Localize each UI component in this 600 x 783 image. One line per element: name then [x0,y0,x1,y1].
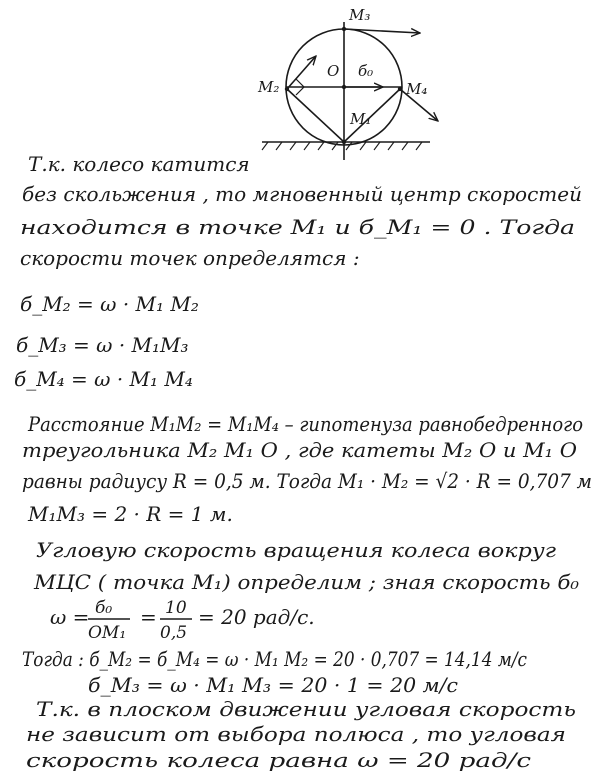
text-line-2: без скольжения , то мгновенный центр скоростей [22,182,582,206]
point-o [342,85,346,89]
fraction-2-numerator: 10 [165,598,187,618]
text-line-1: Т.к. колесо катится [28,152,250,176]
equals-sign: = [140,605,157,629]
label-m4: M₄ [406,80,428,98]
label-v0: б₀ [358,62,374,80]
equation-v-m2: б_M₂ = ω · M₁ M₂ [20,292,199,316]
text-line-9: Угловую скорость вращения колеса вокруг [36,538,556,562]
ground-hatching [262,142,422,150]
text-line-8: M₁M₃ = 2 · R = 1 м. [28,502,233,526]
text-line-7: равны радиусу R = 0,5 м. Тогда M₁ · M₂ = √2 · R = 0,707 м [22,469,592,493]
equation-v-m3: б_M₃ = ω · M₁M₃ [16,333,189,357]
m1-m2-line [287,89,344,142]
text-line-12: б_M₃ = ω · M₁ M₃ = 20 · 1 = 20 м/с [88,673,458,697]
text-line-3: находится в точке M₁ и б_M₁ = 0 . Тогда [20,215,575,239]
fraction-2-denominator: 0,5 [160,623,188,643]
text-line-14: не зависит от выбора полюса , то угловая [26,722,566,746]
wheel-diagram [257,6,438,160]
text-line-6: треугольника M₂ M₁ O , где катеты M₂ O и M₁ O [22,438,577,462]
label-o: O [327,62,340,80]
label-m3: M₃ [349,6,371,24]
equation-v-m4: б_M₄ = ω · M₁ M₄ [14,367,193,391]
fraction-1-denominator: OM₁ [88,623,127,643]
text-line-15: скорость колеса равна ω = 20 рад/с [26,748,531,772]
velocity-m3-arrow [344,29,420,33]
label-m2: M₂ [258,78,280,96]
text-line-4: скорости точек определятся : [20,246,360,270]
point-m3 [342,27,346,31]
omega-lhs: ω = [50,605,90,629]
text-line-10: МЦС ( точка M₁) определим ; зная скорость б₀ [32,570,580,594]
point-m4 [398,87,402,91]
label-m1: M₁ [350,110,372,128]
text-line-13: Т.к. в плоском движении угловая скорость [36,697,576,721]
omega-result: = 20 рад/с. [198,605,315,629]
point-m2 [285,87,289,91]
text-line-5: Расстояние M₁M₂ = M₁M₄ – гипотенуза равнобедренного [27,412,583,436]
solution-text [14,152,592,772]
fraction-1-numerator: б₀ [95,598,113,618]
point-m1 [342,140,346,144]
text-line-11: Тогда : б_M₂ = б_M₄ = ω · M₁ M₂ = 20 · 0,707 = 14,14 м/с [22,647,527,671]
omega-formula [50,598,315,643]
